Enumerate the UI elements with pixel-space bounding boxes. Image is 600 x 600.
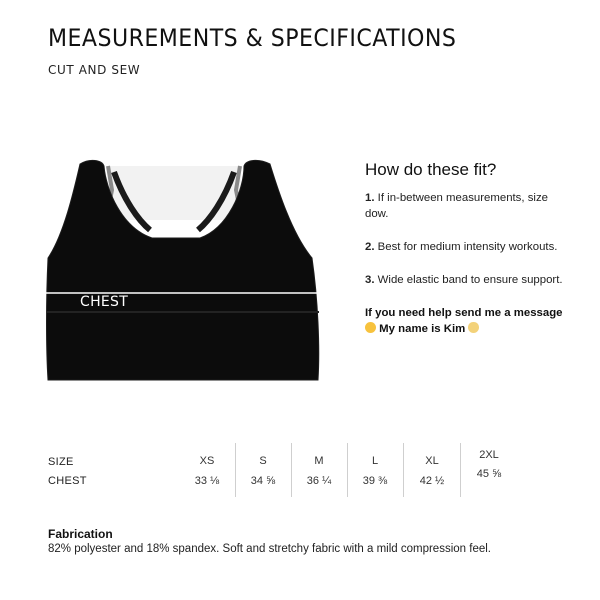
page-subtitle: CUT AND SEW <box>48 63 141 77</box>
chest-cell: 34 ⅝ <box>250 475 276 487</box>
size-cell: XL <box>425 455 439 467</box>
chest-cell: 33 ⅛ <box>194 475 220 487</box>
fabrication-title: Fabrication <box>48 527 113 541</box>
page-title: MEASUREMENTS & SPECIFICATIONS <box>48 24 457 52</box>
size-cell: S <box>259 455 267 467</box>
chest-measurement-label: CHEST <box>80 294 129 310</box>
column-divider <box>235 443 236 497</box>
fit-heading: How do these fit? <box>365 160 497 179</box>
fabrication-text: 82% polyester and 18% spandex. Soft and stretchy fabric with a mild compression feel. <box>48 543 491 555</box>
fit-info-panel <box>365 160 565 354</box>
size-chart-table <box>0 440 600 500</box>
chest-cell: 42 ½ <box>419 475 445 487</box>
chest-cell: 36 ¼ <box>306 475 332 487</box>
size-cell: L <box>371 455 379 467</box>
column-divider <box>403 443 404 497</box>
column-divider <box>460 443 461 497</box>
column-divider <box>347 443 348 497</box>
column-divider <box>291 443 292 497</box>
fit-note-3: 3. Wide elastic band to ensure support. <box>365 274 563 286</box>
chest-row-label: CHEST <box>48 475 87 487</box>
size-cell: XS <box>199 455 215 467</box>
chest-cell: 39 ⅜ <box>362 475 388 487</box>
chest-cell: 45 ⅝ <box>476 468 502 480</box>
waving-hand-emoji-icon <box>468 322 479 333</box>
smile-emoji-icon <box>365 322 376 333</box>
size-cell: 2XL <box>479 449 499 461</box>
fit-note-2: 2. Best for medium intensity workouts. <box>365 241 558 253</box>
fit-note-1: 1. If in-between measurements, size dow. <box>365 192 548 220</box>
size-row-label: SIZE <box>48 456 74 468</box>
sports-bra-image <box>30 150 330 390</box>
size-cell: M <box>314 455 324 467</box>
help-message: If you need help send me a message My name is Kim <box>365 307 563 335</box>
